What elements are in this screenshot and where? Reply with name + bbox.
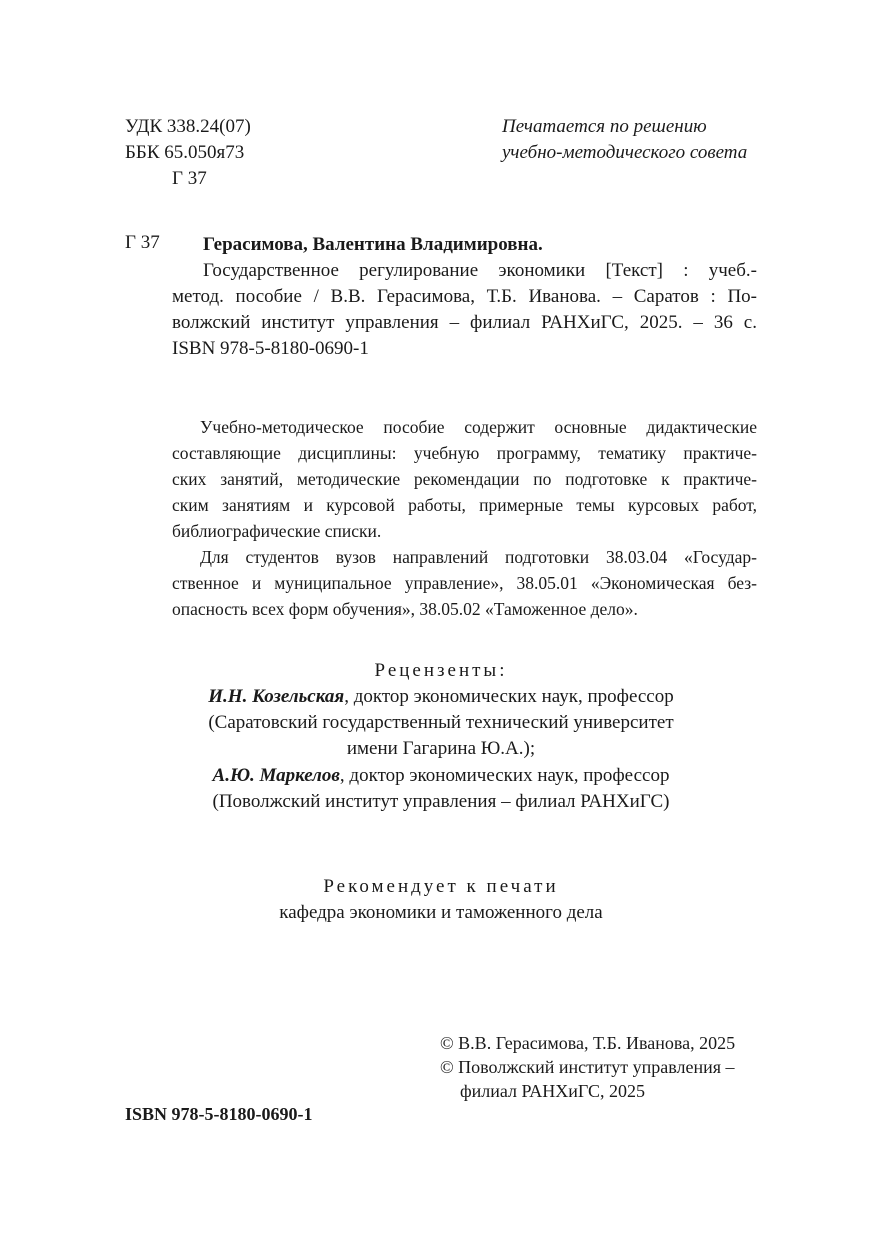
reviewers-heading: Рецензенты: xyxy=(374,660,508,681)
publication-note-line: Печатается по решению xyxy=(502,116,707,137)
reviewer-desc: , доктор экономических наук, профессор xyxy=(339,765,670,786)
bib-line: волжский институт управления – филиал РАНХиГС, 2025. – 36 с. xyxy=(172,312,757,333)
bib-author: Герасимова, Валентина Владимировна. xyxy=(203,234,543,255)
reviewer-desc: , доктор экономических наук, профессор xyxy=(344,686,674,707)
recommendation-body: кафедра экономики и таможенного дела xyxy=(279,902,603,923)
copyright-line: © Поволжский институт управления – xyxy=(440,1057,735,1077)
abstract-line: библиографические списки. xyxy=(172,521,382,541)
bib-isbn: ISBN 978-5-8180-0690-1 xyxy=(172,338,369,359)
copyright xyxy=(440,1031,735,1103)
publication-note xyxy=(502,114,747,166)
abstract xyxy=(172,414,757,622)
abstract-line: опасность всех форм обучения», 38.05.02 «Таможенное дело». xyxy=(172,599,638,619)
reviewer-org: (Саратовский государственный технический университет xyxy=(208,712,674,733)
reviewer-org: имени Гагарина Ю.А.); xyxy=(346,738,536,759)
reviewer xyxy=(125,763,757,789)
bbk: ББК 65.050я73 xyxy=(125,142,245,163)
reviewer-name: И.Н. Козельская xyxy=(208,686,345,707)
bib-record xyxy=(172,232,757,362)
reviewer-org: (Поволжский институт управления – филиал РАНХиГС) xyxy=(212,791,670,812)
copyright-line: филиал РАНХиГС, 2025 xyxy=(460,1081,646,1101)
bib-line: метод. пособие / В.В. Герасимова, Т.Б. Иванова. – Саратов : По- xyxy=(172,286,757,307)
reviewer xyxy=(125,684,757,710)
publication-note-line: учебно-методического совета xyxy=(502,142,748,163)
classification-block xyxy=(125,114,251,192)
recommendation-heading: Рекомендует к печати xyxy=(323,876,559,897)
abstract-line: Учебно-методическое пособие содержит основные дидактические xyxy=(200,417,757,437)
reviewer-name: А.Ю. Маркелов xyxy=(212,765,340,786)
reviewers xyxy=(125,658,757,815)
bib-mark: Г 37 xyxy=(125,232,160,253)
isbn-footer: ISBN 978-5-8180-0690-1 xyxy=(125,1104,313,1124)
abstract-line: Для студентов вузов направлений подготовки 38.03.04 «Государ- xyxy=(200,547,757,567)
author-mark: Г 37 xyxy=(172,168,207,189)
abstract-line: ских занятий, методические рекомендации по подготовке к практиче- xyxy=(172,469,757,489)
udk: УДК 338.24(07) xyxy=(125,116,251,137)
abstract-line: ственное и муниципальное управление», 38.05.01 «Экономическая без- xyxy=(172,573,757,593)
bib-line: Государственное регулирование экономики [Текст] : учеб.- xyxy=(203,260,757,281)
copyright-line: © В.В. Герасимова, Т.Б. Иванова, 2025 xyxy=(440,1033,736,1053)
abstract-line: составляющие дисциплины: учебную программу, тематику практиче- xyxy=(172,443,757,463)
abstract-line: ским занятиям и курсовой работы, примерные темы курсовых работ, xyxy=(172,495,757,515)
recommendation xyxy=(125,874,757,926)
